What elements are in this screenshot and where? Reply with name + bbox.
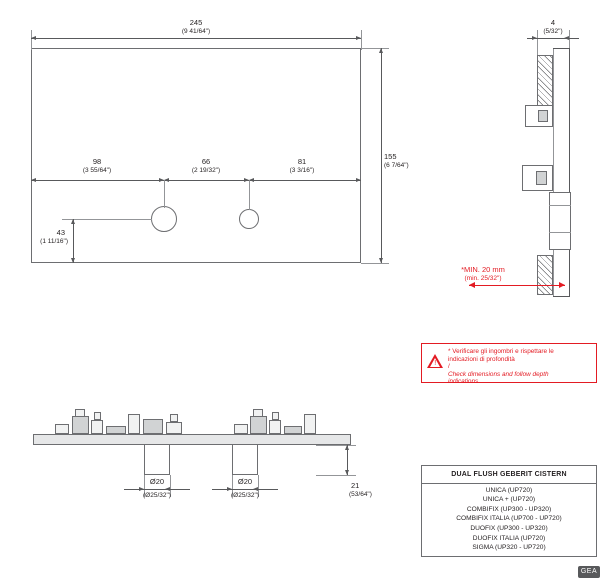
section-top-edge	[553, 48, 570, 49]
depth-in: (53/64")	[349, 491, 372, 498]
rear-comp-9-top	[253, 409, 263, 417]
width-ext-line-right	[361, 30, 362, 50]
rear-comp-6	[143, 419, 163, 434]
dim-43-mm: 43	[56, 228, 65, 237]
warning-note-line-3: /	[448, 363, 450, 371]
thickness-arrow-left	[532, 36, 537, 40]
cistern-compatibility-table	[421, 465, 597, 557]
cistern-table-body	[422, 484, 596, 556]
warning-note-box	[421, 343, 597, 386]
left-dia-label: Ø20	[149, 477, 165, 486]
right-dia-label-in: (Ø25/32")	[231, 492, 259, 499]
width-dim-mm: 245	[189, 18, 203, 27]
section-body-divider-1	[549, 205, 571, 206]
flush-plate-front-view	[31, 48, 361, 263]
dim-81-arrow-left	[249, 178, 254, 182]
large-flush-button-outline[interactable]	[151, 206, 177, 232]
thickness-in: (5/32")	[543, 28, 563, 35]
height-arrow-bottom	[379, 258, 383, 263]
height-dim-in: (6 7/64")	[384, 162, 409, 169]
min-depth-label-mm: *MIN. 20 mm	[461, 265, 505, 274]
right-flush-stub	[232, 445, 258, 475]
table-row: UNICA (UP720)	[485, 486, 533, 494]
table-row: DUOFIX (UP300 - UP320)	[470, 524, 548, 532]
dim-81-mm: 81	[297, 157, 307, 166]
rear-comp-7	[166, 422, 182, 434]
dim-43-arrow-bottom	[71, 258, 75, 263]
rear-comp-2-top	[75, 409, 85, 417]
left-flush-stub	[144, 445, 170, 475]
section-inner-face	[553, 48, 554, 296]
thickness-arrow-right	[564, 36, 569, 40]
rear-comp-3-top	[94, 412, 101, 420]
button-position-dim-line	[31, 180, 361, 181]
height-arrow-top	[379, 48, 383, 53]
dim-66-arrow-left	[164, 178, 169, 182]
min-depth-label-in: (min. 25/32")	[464, 275, 502, 282]
section-actuator-upper-core	[538, 110, 548, 122]
button1-center-ext	[164, 180, 165, 208]
dim-81-arrow-right	[356, 178, 361, 182]
depth-arrow-top	[345, 445, 349, 450]
rear-comp-4	[106, 426, 126, 434]
table-row: COMBIFIX (UP300 - UP320)	[466, 505, 552, 513]
rear-comp-10-top	[272, 412, 279, 420]
height-dim-line	[381, 48, 382, 263]
width-dim-line	[31, 38, 361, 39]
rear-comp-8	[234, 424, 248, 434]
brand-logo: GEA	[578, 566, 600, 578]
dim-66-in: (2 19/32")	[191, 167, 221, 174]
depth-ext-top	[316, 445, 356, 446]
table-row: UNICA + (UP720)	[482, 496, 536, 504]
min-depth-dim-line	[469, 285, 565, 286]
table-row: SIGMA (UP320 - UP720)	[472, 544, 546, 552]
dim-98-arrow-left	[31, 178, 36, 182]
section-actuator-lower-core	[536, 171, 547, 185]
rear-comp-3	[91, 420, 103, 434]
width-ext-line-left	[31, 30, 32, 50]
depth-arrow-bottom	[345, 470, 349, 475]
warning-note-line-1: * Verificare gli ingombri e rispettare le	[448, 348, 554, 355]
section-body-divider-2	[549, 232, 571, 233]
width-dim-in: (9 41/64")	[181, 28, 211, 35]
right-dia-arrow-in-right	[253, 487, 258, 491]
section-bottom-edge	[553, 296, 570, 297]
height-ext-line-bottom	[361, 263, 389, 264]
right-dia-label: Ø20	[237, 477, 253, 486]
warning-note-line-4: Check dimensions and follow depth	[448, 370, 549, 378]
left-dia-arrow-in-right	[165, 487, 170, 491]
width-arrow-left	[31, 36, 36, 40]
warning-exclamation: !	[434, 360, 437, 367]
thickness-mm: 4	[550, 18, 556, 27]
warning-note-line-5: indications	[448, 378, 479, 386]
rear-comp-11	[284, 426, 302, 434]
rear-comp-12	[304, 414, 316, 434]
rear-plate-body	[33, 434, 351, 445]
button2-center-ext	[249, 180, 250, 210]
dim-43-line	[73, 219, 74, 263]
rear-comp-9	[250, 416, 267, 434]
wall-hatch-lower	[537, 255, 553, 295]
button-center-horizontal-ext	[62, 219, 152, 220]
depth-ext-bottom	[316, 475, 356, 476]
table-row: DUOFIX ITALIA (UP720)	[472, 534, 546, 542]
dim-43-in: (1 11/16")	[40, 238, 68, 245]
dim-43-arrow-top	[71, 219, 75, 224]
right-dia-arrow-in-left	[227, 487, 232, 491]
cistern-table-title: DUAL FLUSH GEBERIT CISTERN	[422, 466, 596, 484]
height-dim-mm: 155	[384, 152, 397, 161]
width-arrow-right	[356, 36, 361, 40]
dim-98-mm: 98	[92, 157, 102, 166]
dim-81-in: (3 3/16")	[289, 167, 315, 174]
rear-comp-2	[72, 416, 89, 434]
left-dia-arrow-in-left	[139, 487, 144, 491]
table-row: COMBIFIX ITALIA (UP700 - UP720)	[456, 515, 562, 523]
left-dia-dim-line	[124, 489, 190, 490]
height-ext-line-top	[361, 48, 389, 49]
dim-98-in: (3 55/64")	[82, 167, 112, 174]
rear-comp-1	[55, 424, 69, 434]
warning-note-line-2: indicazioni di profondità	[448, 355, 515, 363]
dim-66-mm: 66	[201, 157, 211, 166]
rear-comp-7-top	[170, 414, 178, 422]
right-dia-dim-line	[212, 489, 278, 490]
rear-comp-10	[269, 420, 281, 434]
small-flush-button-outline[interactable]	[239, 209, 259, 229]
min-depth-arrow-right	[559, 282, 565, 288]
rear-comp-5	[128, 414, 140, 434]
section-body-block	[549, 192, 571, 250]
left-dia-label-in: (Ø25/32")	[143, 492, 171, 499]
section-plate-face	[569, 48, 570, 296]
depth-mm: 21	[351, 481, 360, 490]
